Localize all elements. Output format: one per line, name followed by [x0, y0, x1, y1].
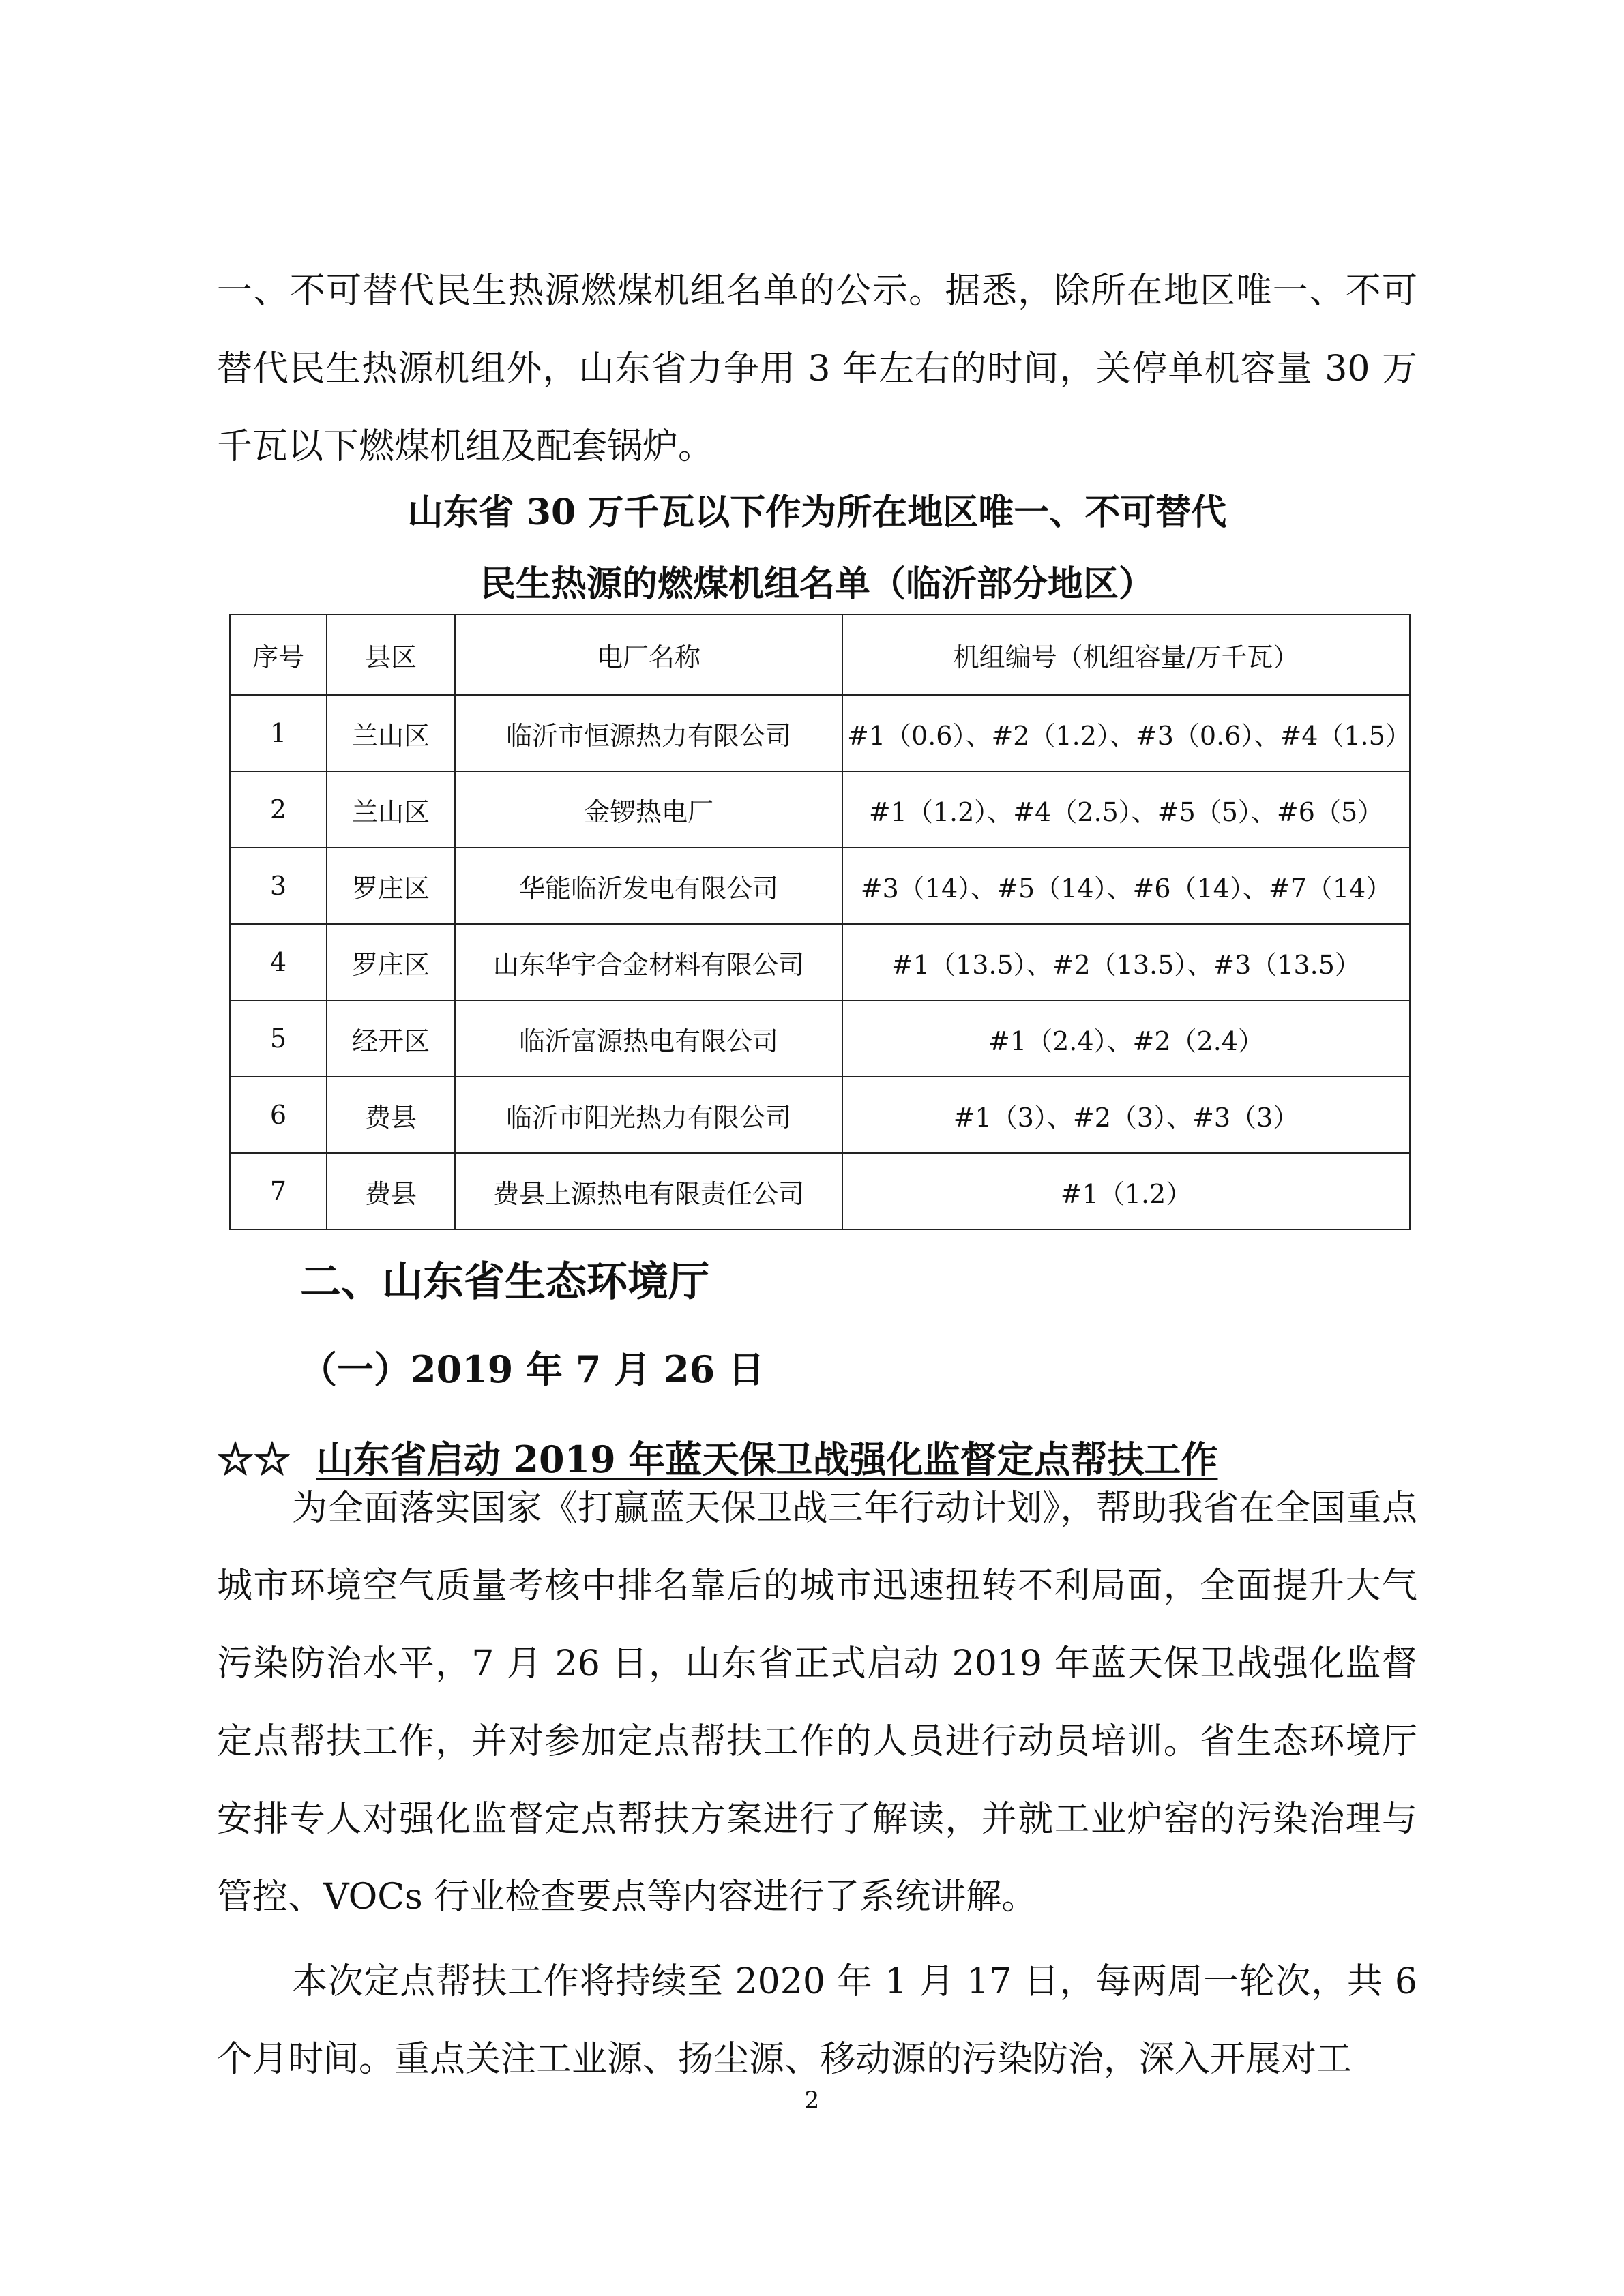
- cell-county: 罗庄区: [327, 848, 455, 924]
- cell-plant-name: 金锣热电厂: [455, 771, 842, 848]
- table-row: [230, 1000, 1410, 1077]
- cell-county: 兰山区: [327, 695, 455, 771]
- cell-county: 兰山区: [327, 771, 455, 848]
- subsection-date-heading: （一）2019 年 7 月 26 日: [300, 1347, 765, 1391]
- cell-unit-numbers: #1（13.5）、#2（13.5）、#3（13.5）: [842, 924, 1410, 1000]
- cell-index: 1: [230, 695, 327, 771]
- cell-plant-name: 山东华宇合金材料有限公司: [455, 924, 842, 1000]
- cell-county: 费县: [327, 1153, 455, 1229]
- cell-unit-numbers: #1（3）、#2（3）、#3（3）: [842, 1077, 1410, 1153]
- cell-unit-numbers: #3（14）、#5（14）、#6（14）、#7（14）: [842, 848, 1410, 924]
- news-paragraph-2: 本次定点帮扶工作将持续至 2020 年 1 月 17 日，每两周一轮次，共 6 个月时间。重点关注工业源、扬尘源、移动源的污染防治，深入开展对工: [217, 1961, 1417, 2080]
- cell-index: 7: [230, 1153, 327, 1229]
- cell-unit-numbers: #1（1.2）: [842, 1153, 1410, 1229]
- table-row: [230, 1153, 1410, 1229]
- cell-plant-name: 临沂市恒源热力有限公司: [455, 695, 842, 771]
- coal-units-table: [229, 614, 1411, 1230]
- cell-index: 4: [230, 924, 327, 1000]
- header-plant-name: 电厂名称: [455, 614, 842, 695]
- header-index: 序号: [230, 614, 327, 695]
- table-row: [230, 924, 1410, 1000]
- cell-unit-numbers: #1（1.2）、#4（2.5）、#5（5）、#6（5）: [842, 771, 1410, 848]
- table-title-line2: 民生热源的燃煤机组名单（临沂部分地区）: [479, 563, 1154, 605]
- cell-index: 5: [230, 1000, 327, 1077]
- header-unit-numbers: 机组编号（机组容量/万千瓦）: [842, 614, 1410, 695]
- cell-county: 费县: [327, 1077, 455, 1153]
- cell-index: 6: [230, 1077, 327, 1153]
- intro-paragraph: 一、不可替代民生热源燃煤机组名单的公示。据悉，除所在地区唯一、不可替代民生热源机组外，山东省力争用 3 年左右的时间，关停单机容量 30 万千瓦以下燃煤机组及配套锅炉。: [217, 271, 1417, 467]
- table-row: [230, 695, 1410, 771]
- cell-index: 2: [230, 771, 327, 848]
- cell-county: 经开区: [327, 1000, 455, 1077]
- section2-heading: 二、山东省生态环境厅: [300, 1258, 709, 1306]
- table-row: [230, 771, 1410, 848]
- cell-plant-name: 华能临沂发电有限公司: [455, 848, 842, 924]
- cell-plant-name: 临沂富源热电有限公司: [455, 1000, 842, 1077]
- table-row: [230, 1077, 1410, 1153]
- news-title-link[interactable]: 山东省启动 2019 年蓝天保卫战强化监督定点帮扶工作: [316, 1437, 1218, 1481]
- table-title-line1: 山东省 30 万千瓦以下作为所在地区唯一、不可替代: [407, 492, 1227, 533]
- cell-plant-name: 临沂市阳光热力有限公司: [455, 1077, 842, 1153]
- cell-index: 3: [230, 848, 327, 924]
- cell-unit-numbers: #1（2.4）、#2（2.4）: [842, 1000, 1410, 1077]
- news-paragraph-1: 为全面落实国家《打赢蓝天保卫战三年行动计划》，帮助我省在全国重点城市环境空气质量考核中排名靠后的城市迅速扭转不利局面，全面提升大气污染防治水平，7 月 26 日，山东省正式启动 2019 年蓝天保卫战强化监督定点帮扶工作，并对参加定点帮扶工作的人员进行动员培训。省生态环境厅安排专人对强化监督定点帮扶方案进行了解读，并就工业炉窑的污染治理与管控、VOCs 行业检查要点等内容进行了系统讲解。: [217, 1488, 1417, 1918]
- page-number: 2: [804, 2087, 820, 2114]
- table-header-row: [230, 614, 1410, 695]
- cell-county: 罗庄区: [327, 924, 455, 1000]
- cell-unit-numbers: #1（0.6）、#2（1.2）、#3（0.6）、#4（1.5）: [842, 695, 1410, 771]
- double-star-icon: ☆☆: [217, 1437, 291, 1481]
- header-county: 县区: [327, 614, 455, 695]
- cell-plant-name: 费县上源热电有限责任公司: [455, 1153, 842, 1229]
- table-row: [230, 848, 1410, 924]
